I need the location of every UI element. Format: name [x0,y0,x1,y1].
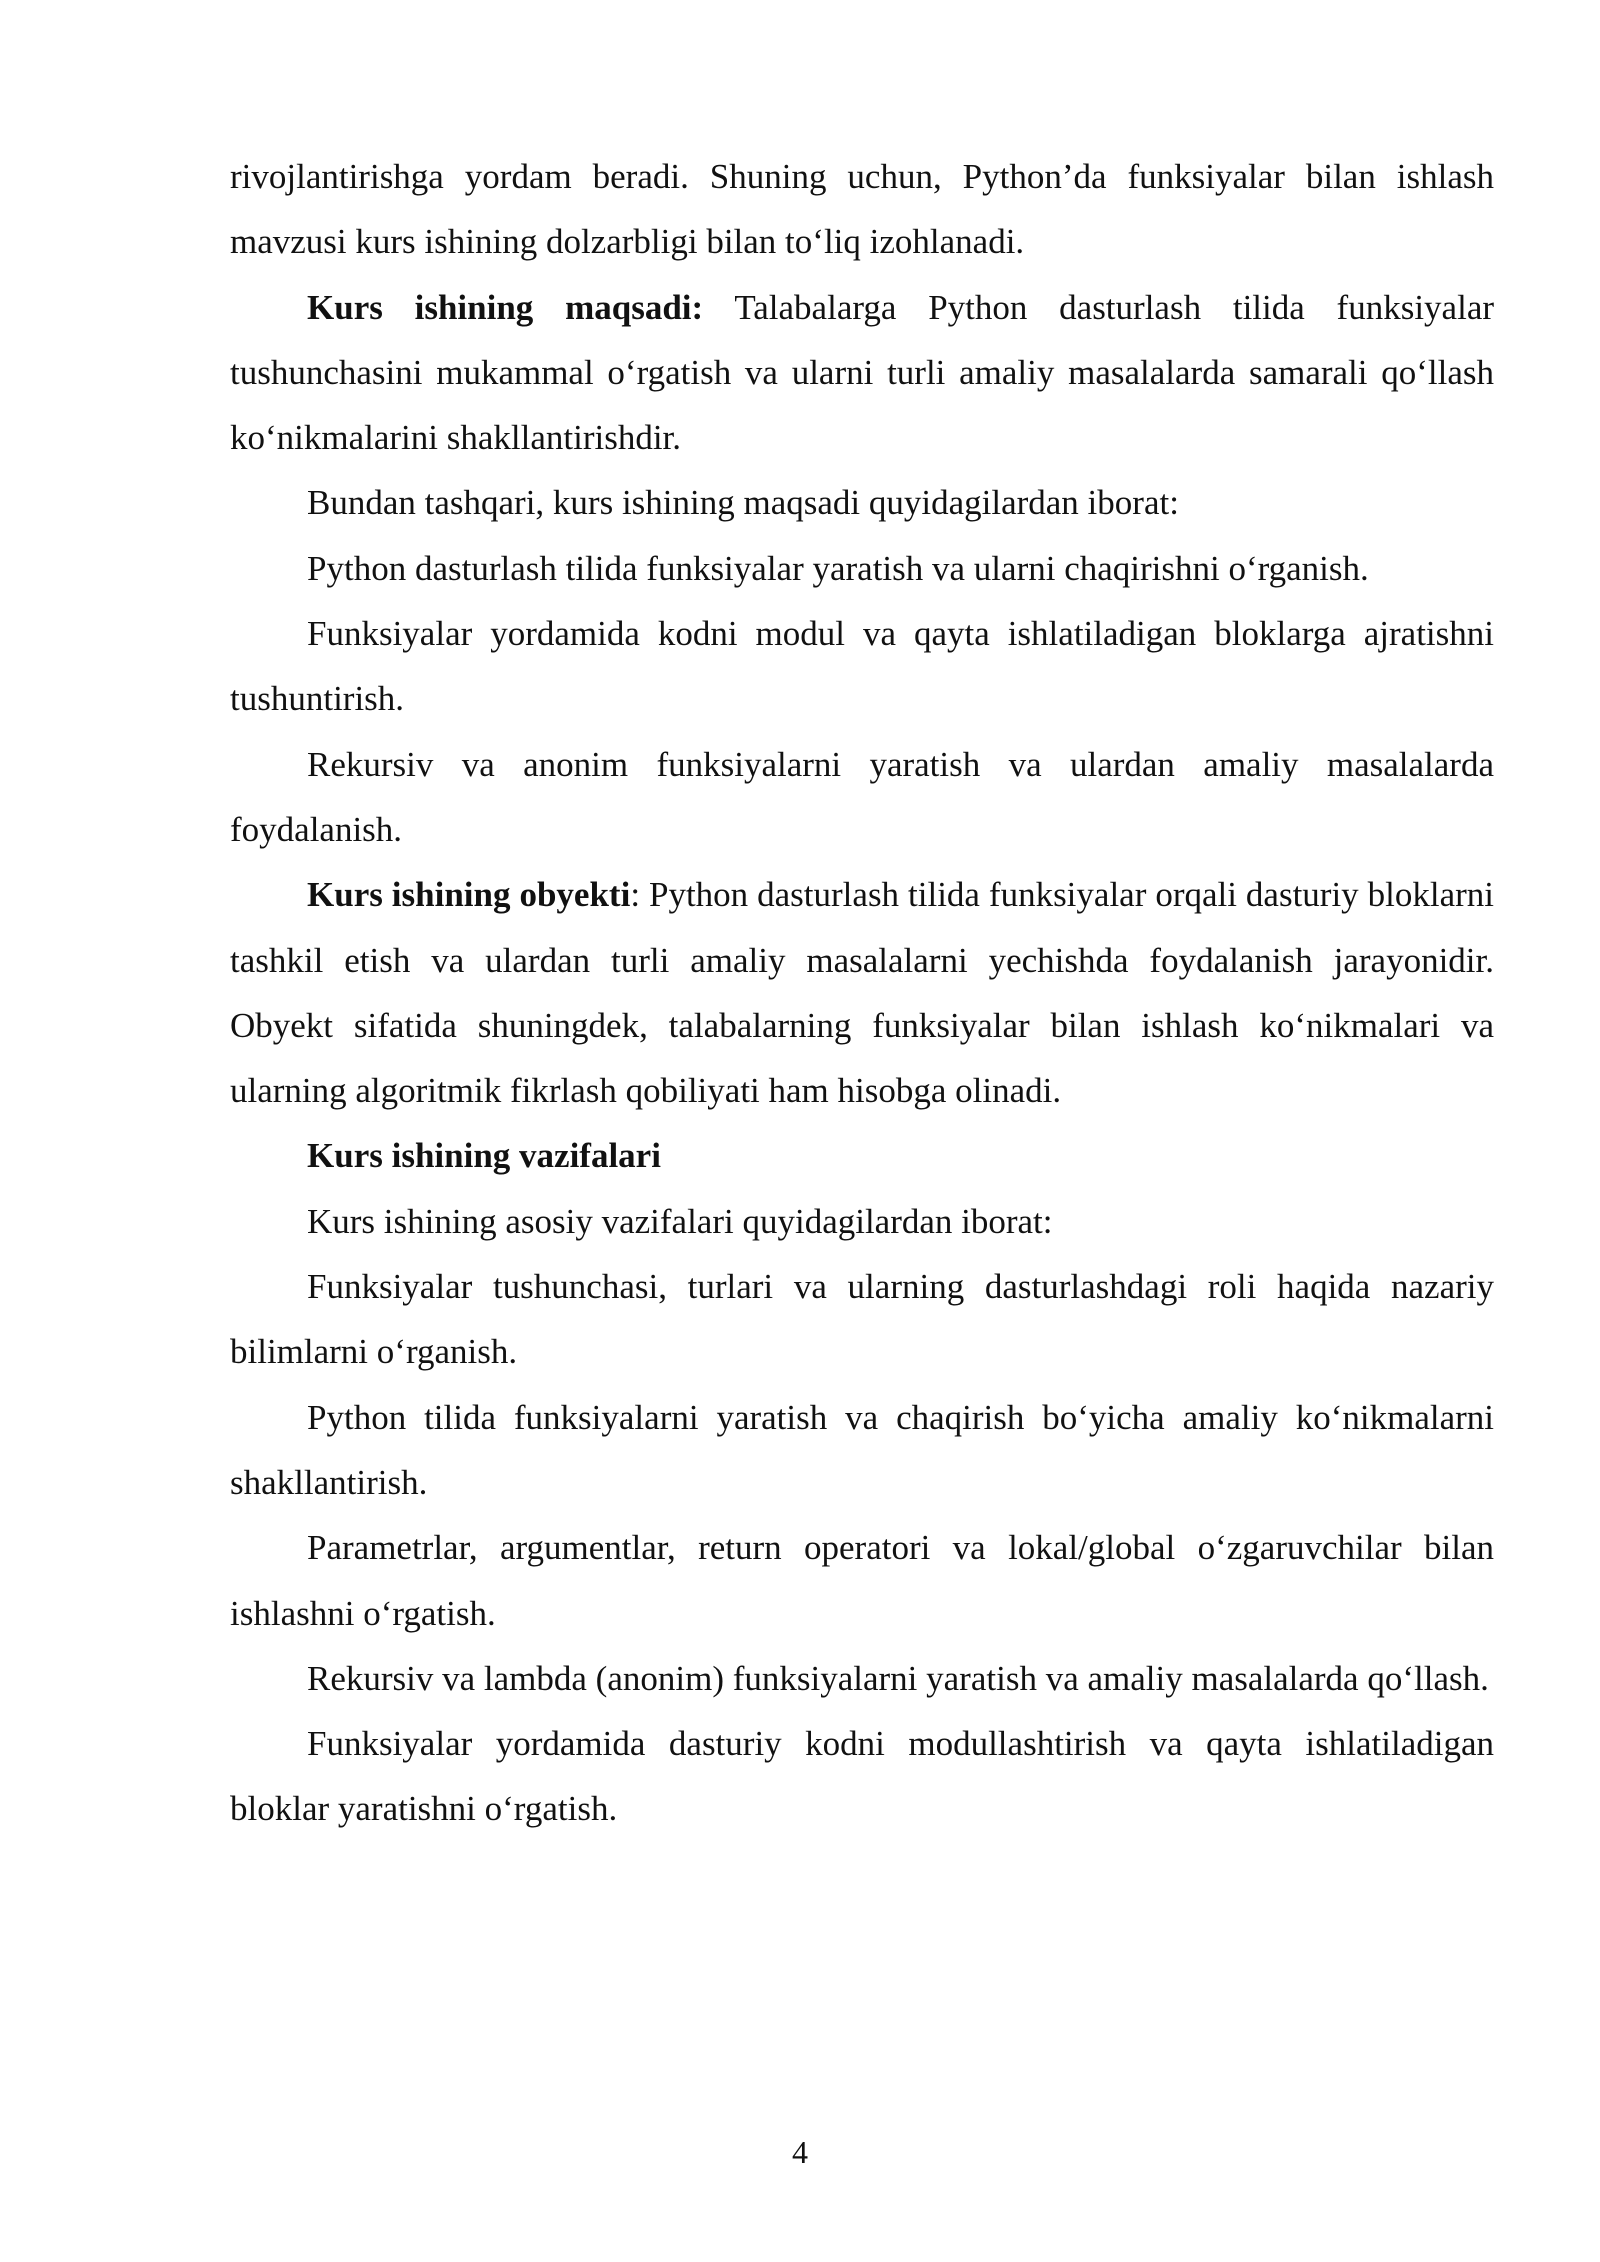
paragraph-text: Rekursiv va lambda (anonim) funksiyalarni yaratish va amaliy masalalarda qo‘llash. [307,1658,1489,1698]
paragraph-text: Kurs ishining asosiy vazifalari quyidagilardan iborat: [307,1201,1053,1241]
task-item [230,1385,1494,1516]
goal-item [230,601,1494,732]
paragraph-text: Talabalarga Python dasturlash tilida funksiyalar tushunchasini mukammal o‘rgatish va ularni turli amaliy masalalarda samarali qo‘llash ko‘nikmalarini shakllantirishdir. [230,287,1495,458]
task-item [230,1646,1494,1711]
body-text [230,144,1494,1842]
paragraph-goal [230,275,1494,471]
paragraph-text: Python dasturlash tilida funksiyalar yaratish va ularni chaqirishni o‘rganish. [307,548,1369,588]
task-item [230,1254,1494,1385]
paragraph-text: Bundan tashqari, kurs ishining maqsadi quyidagilardan iborat: [307,483,1179,523]
paragraph-text: Python tilida funksiyalarni yaratish va chaqirish bo‘yicha amaliy ko‘nikmalarni shakllantirish. [230,1397,1494,1502]
object-heading: Kurs ishining obyekti [307,875,631,915]
paragraph-object [230,862,1494,1123]
paragraph-text: Funksiyalar yordamida kodni modul va qayta ishlatiladigan bloklarga ajratishni tushuntirish. [230,614,1494,719]
tasks-heading: Kurs ishining vazifalari [307,1136,661,1176]
task-item [230,1515,1494,1646]
goal-item [230,732,1494,863]
paragraph-text: rivojlantirishga yordam beradi. Shuning uchun, Python’da funksiyalar bilan ishlash mavzusi kurs ishining dolzarbligi bilan to‘liq izohlanadi. [230,157,1494,262]
page-number: 4 [792,2134,808,2170]
paragraph-tasks-heading [230,1123,1494,1188]
paragraph-text: : Python dasturlash tilida funksiyalar orqali dasturiy bloklarni tashkil etish va ulardan turli amaliy masalalarni yechishda foydalanish jarayonidir. Obyekt sifatida shuningdek, talabalarning funksiyalar bilan ishlash ko‘nikmalari va ularning algoritmik fikrlash qobiliyati ham hisobga olinadi. [230,875,1494,1111]
task-item [230,1711,1494,1842]
paragraph-text: Funksiyalar tushunchasi, turlari va ularning dasturlashdagi roli haqida nazariy bilimlarni o‘rganish. [230,1267,1494,1372]
paragraph-tasks-intro [230,1189,1494,1254]
paragraph-text: Rekursiv va anonim funksiyalarni yaratish va ulardan amaliy masalalarda foydalanish. [230,744,1494,849]
paragraph-relevance-end [230,144,1494,275]
paragraph-text: Funksiyalar yordamida dasturiy kodni modullashtirish va qayta ishlatiladigan bloklar yaratishni o‘rgatish. [230,1724,1494,1829]
paragraph-text: Parametrlar, argumentlar, return operatori va lokal/global o‘zgaruvchilar bilan ishlashni o‘rgatish. [230,1528,1494,1633]
goal-heading: Kurs ishining maqsadi: [307,287,704,327]
goal-item [230,536,1494,601]
paragraph-goal-intro [230,470,1494,535]
